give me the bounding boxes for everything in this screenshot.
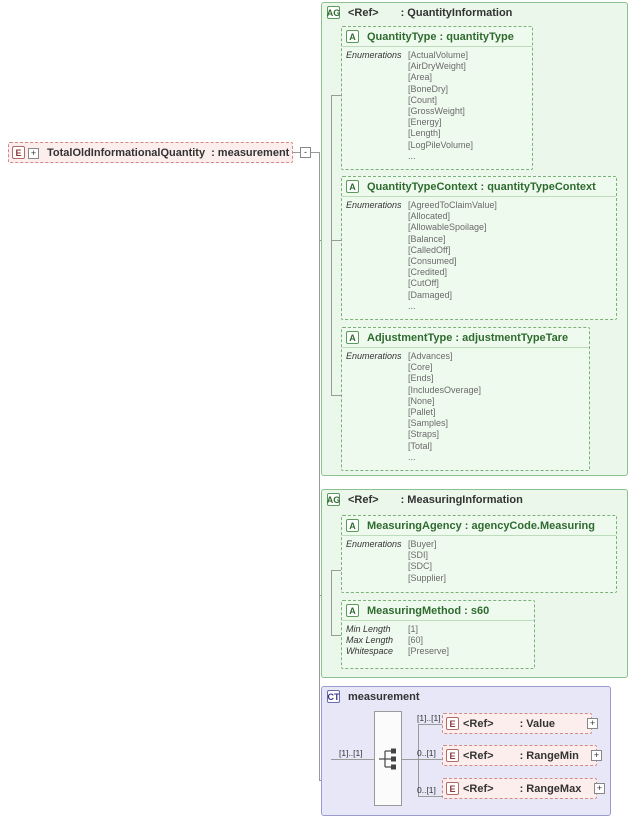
element-ref-value[interactable] (442, 713, 592, 734)
enumeration-values-quantitytype (408, 50, 528, 162)
element-badge: E (446, 749, 459, 762)
attribute-body-quantitytypecontext (342, 197, 616, 316)
connector-ct-stub-3 (418, 796, 442, 797)
enum-value: [Count] (408, 94, 438, 105)
attribute-badge: A (346, 30, 359, 43)
group-ref-label: <Ref> (348, 493, 379, 506)
attribute-title: AdjustmentType : adjustmentTypeTare (367, 331, 569, 344)
enum-value: [Allocated] (408, 211, 451, 222)
element-badge: E (446, 782, 459, 795)
element-ref-type: : RangeMin (519, 749, 579, 762)
enumeration-values-adjustmenttype (408, 351, 585, 463)
attribute-box-quantitytype (341, 26, 533, 170)
facet-value: [Preserve] (408, 646, 450, 657)
enum-value-ellipsis: ... (408, 451, 416, 462)
enum-value: [Length] (408, 128, 441, 139)
attribute-title: MeasuringMethod : s60 (367, 604, 490, 617)
enum-value: [AirDryWeight] (408, 61, 466, 72)
enum-value: [AgreedToClaimValue] (408, 200, 497, 210)
attribute-body-quantitytype (342, 47, 532, 166)
facet-row (346, 646, 530, 657)
enum-value: [Balance] (408, 233, 446, 244)
connector-ct-stub-2 (418, 759, 442, 760)
attribute-header-measuringmethod (342, 601, 534, 621)
facet-row (346, 635, 530, 646)
connector-seq-out (402, 759, 418, 760)
expand-icon-value[interactable]: + (587, 718, 598, 729)
connector-panel1-stub-3 (331, 395, 341, 396)
enum-value: [Damaged] (408, 289, 453, 300)
enum-value-ellipsis: ... (408, 150, 416, 161)
attribute-badge: A (346, 604, 359, 617)
attribute-badge: A (346, 519, 359, 532)
connector-trunk-vertical (319, 152, 320, 780)
expand-icon-rangemin[interactable]: + (591, 750, 602, 761)
enum-value: [Straps] (408, 429, 440, 440)
sequence-icon (378, 748, 399, 770)
connector-root-right (293, 152, 300, 153)
enum-value: [Buyer] (408, 539, 437, 549)
element-ref-label: <Ref> (463, 749, 494, 762)
attribute-header-quantitytypecontext (342, 177, 616, 197)
attribute-badge: A (346, 180, 359, 193)
connector-ct-stub-1 (418, 724, 442, 725)
enum-value: [Advances] (408, 351, 453, 361)
group-name-label: : QuantityInformation (400, 6, 513, 19)
element-ref-rangemax[interactable] (442, 778, 597, 799)
group-header-quantityinformation (322, 3, 627, 20)
enum-value: [Supplier] (408, 572, 447, 583)
element-ref-label: <Ref> (463, 782, 494, 795)
enum-value: [Core] (408, 362, 433, 373)
enum-value: [Pallet] (408, 407, 436, 418)
attribute-box-measuringagency (341, 515, 617, 593)
facet-label: Enumerations (346, 539, 402, 549)
root-element-box[interactable] (8, 142, 293, 163)
group-ref-label: <Ref> (348, 6, 379, 19)
expand-icon-rangemax[interactable]: + (594, 783, 605, 794)
complex-type-name: measurement (348, 690, 420, 703)
enum-value: [Credited] (408, 267, 448, 278)
attribute-box-measuringmethod (341, 600, 535, 669)
enum-value: [Energy] (408, 117, 442, 128)
facet-label: Enumerations (346, 351, 402, 361)
enum-value: [CutOff] (408, 278, 439, 289)
root-element-type: : measurement (211, 146, 290, 159)
element-ref-type: : RangeMax (519, 782, 582, 795)
connector-panel2-stub-2 (331, 635, 341, 636)
enum-value: [SDI] (408, 550, 429, 561)
cardinality-rangemin: 0..[1] (417, 748, 436, 758)
attribute-title: QuantityTypeContext : quantityTypeContext (367, 180, 596, 193)
complex-type-header (322, 687, 610, 704)
attribute-box-quantitytypecontext (341, 176, 617, 320)
element-ref-rangemin[interactable] (442, 745, 597, 766)
connector-panel2-trunk (331, 570, 332, 635)
attribute-header-measuringagency (342, 516, 616, 536)
attribute-box-adjustmenttype (341, 327, 590, 471)
attribute-header-quantitytype (342, 27, 532, 47)
attribute-header-adjustmenttype (342, 328, 589, 348)
facet-label: Enumerations (346, 50, 402, 60)
root-collapse-toggle[interactable]: - (300, 147, 311, 158)
attribute-badge: A (346, 331, 359, 344)
cardinality-value: [1]..[1] (417, 713, 441, 723)
enumeration-values-quantitytypecontext (408, 200, 612, 312)
enum-value: [GrossWeight] (408, 106, 465, 117)
connector-seq-in (331, 759, 374, 760)
enum-value-ellipsis: ... (408, 300, 416, 311)
element-ref-type: : Value (519, 717, 556, 730)
attribute-group-badge: AG (326, 494, 341, 505)
facet-label: Enumerations (346, 200, 402, 210)
attribute-body-adjustmenttype (342, 348, 589, 467)
root-element-label: TotalOldInformationalQuantity (47, 146, 206, 159)
attribute-title: MeasuringAgency : agencyCode.Measuring (367, 519, 595, 532)
complex-type-badge: CT (327, 691, 340, 702)
enum-value: [AllowableSpoilage] (408, 222, 487, 233)
facet-value: [60] (408, 635, 424, 646)
element-ref-label: <Ref> (463, 717, 494, 730)
group-header-measuringinformation (322, 490, 627, 507)
facet-key: Min Length (346, 624, 391, 634)
attribute-title: QuantityType : quantityType (367, 30, 514, 43)
enumeration-values-measuringagency (408, 539, 612, 584)
enum-value: [Ends] (408, 373, 434, 384)
expand-icon[interactable]: + (28, 148, 39, 159)
connector-trunk-in (311, 152, 319, 153)
enum-value: [None] (408, 395, 435, 406)
cardinality-rangemax: 0..[1] (417, 785, 436, 795)
connector-panel1-trunk (331, 95, 332, 395)
sequence-cardinality-label: [1]..[1] (339, 748, 363, 758)
enum-value: [CalledOff] (408, 244, 451, 255)
enum-value: [Consumed] (408, 256, 457, 267)
attribute-body-measuringagency (342, 536, 616, 588)
facet-key: Whitespace (346, 646, 394, 657)
enum-value: [ActualVolume] (408, 50, 469, 60)
element-badge: E (12, 146, 25, 159)
enum-value: [IncludesOverage] (408, 384, 482, 395)
enum-value: [LogPileVolume] (408, 139, 474, 150)
enum-value: [Samples] (408, 418, 449, 429)
connector-panel1-stub-2 (331, 240, 341, 241)
element-badge: E (446, 717, 459, 730)
enum-value: [Total] (408, 440, 433, 451)
facet-key: Max Length (346, 635, 394, 646)
connector-panel2-stub-1 (331, 570, 341, 571)
group-name-label: : MeasuringInformation (400, 493, 523, 506)
attribute-group-badge: AG (326, 7, 341, 18)
facet-value: [1] (408, 624, 419, 634)
enum-value: [BoneDry] (408, 83, 449, 94)
enum-value: [Area] (408, 72, 433, 83)
connector-panel1-stub-1 (331, 95, 341, 96)
facet-row (346, 624, 530, 635)
enum-value: [SDC] (408, 561, 433, 572)
attribute-body-measuringmethod (342, 621, 534, 662)
